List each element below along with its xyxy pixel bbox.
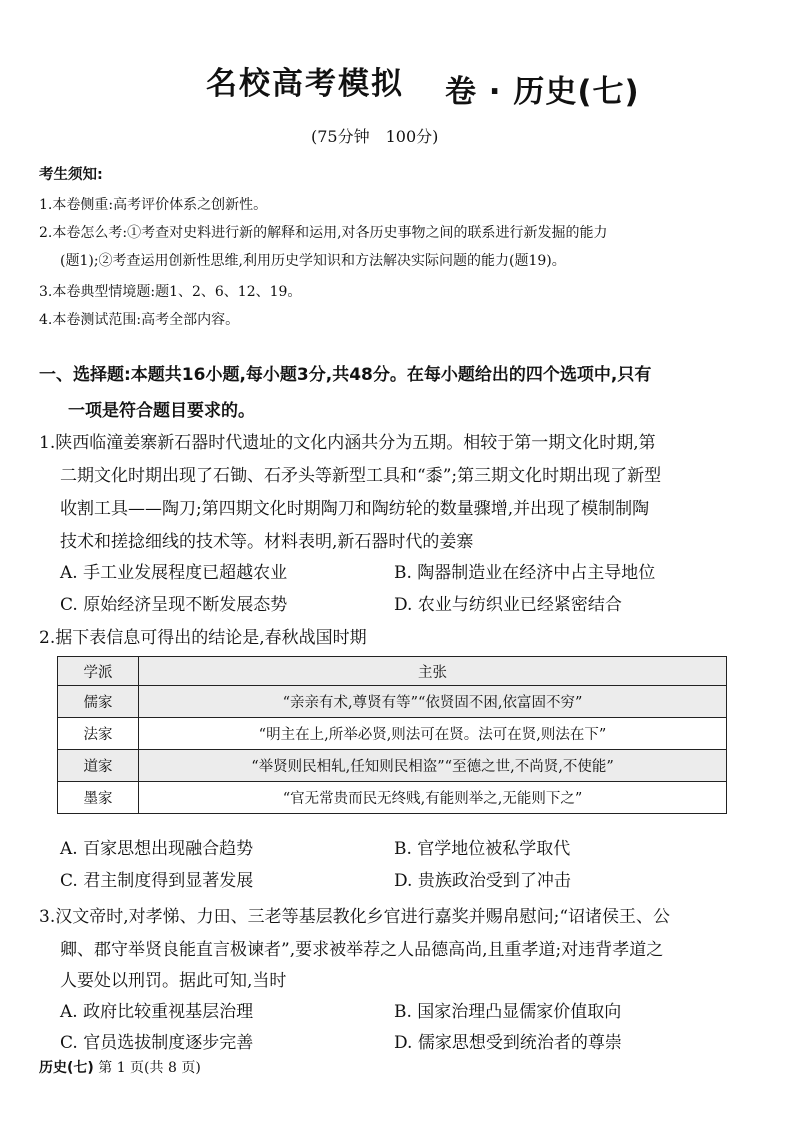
- table-cell-school: 道家: [58, 750, 139, 782]
- q1-line-1: 1.陕西临潼姜寨新石器时代遗址的文化内涵共分为五期。相较于第一期文化时期,第: [39, 433, 656, 453]
- note-line-3: (题1);②考查运用创新性思维,利用历史学知识和方法解决实际问题的能力(题19)。: [60, 253, 566, 269]
- q2-option-c[interactable]: C. 君主制度得到显著发展: [60, 871, 254, 891]
- section-heading-cont: 一项是符合题目要求的。: [68, 401, 255, 421]
- table-header-row: [58, 657, 727, 686]
- page-footer: [39, 1057, 201, 1077]
- q2-option-a[interactable]: A. 百家思想出现融合趋势: [60, 839, 254, 859]
- table-row: [58, 718, 727, 750]
- table-cell-claim: “明主在上,所举必贤,则法可在贤。法可在贤,则法在下”: [139, 718, 727, 750]
- table-header-school: 学派: [58, 657, 139, 686]
- schools-table: [57, 656, 727, 814]
- q1-option-c[interactable]: C. 原始经济呈现不断发展态势: [60, 595, 288, 615]
- table-cell-claim: “官无常贵而民无终贱,有能则举之,无能则下之”: [139, 782, 727, 814]
- section-heading: 一、选择题:本题共16小题,每小题3分,共48分。在每小题给出的四个选项中,只有: [39, 365, 652, 385]
- table-cell-claim: “举贤则民相轧,任知则民相盗”“至德之世,不尚贤,不使能”: [139, 750, 727, 782]
- footer-subject: 历史(七): [39, 1060, 94, 1076]
- table-cell-school: 墨家: [58, 782, 139, 814]
- exam-duration-score: (75分钟 100分): [311, 127, 439, 146]
- table-row: [58, 686, 727, 718]
- q3-option-b[interactable]: B. 国家治理凸显儒家价值取向: [394, 1002, 622, 1022]
- q3-line-2: 卿、郡守举贤良能直言极谏者”,要求被举荐之人品德高尚,且重孝道;对违背孝道之: [60, 940, 664, 960]
- note-line-5: 4.本卷测试范围:高考全部内容。: [39, 312, 240, 328]
- table-row: [58, 750, 727, 782]
- note-line-2: 2.本卷怎么考:①考查对史料进行新的解释和运用,对各历史事物之间的联系进行新发掘的能力: [39, 225, 608, 241]
- notes-heading: 考生须知:: [39, 167, 103, 183]
- q1-option-d[interactable]: D. 农业与纺织业已经紧密结合: [394, 595, 622, 615]
- q2-option-d[interactable]: D. 贵族政治受到了冲击: [394, 871, 571, 891]
- page-title-right: 卷 · 历史(七): [445, 74, 640, 110]
- q1-line-3: 收割工具——陶刀;第四期文化时期陶刀和陶纺轮的数量骤增,并出现了模制制陶: [60, 499, 650, 519]
- table-cell-claim: “亲亲有术,尊贤有等”“依贤固不困,依富固不穷”: [139, 686, 727, 718]
- q2-stem: 2.据下表信息可得出的结论是,春秋战国时期: [39, 628, 367, 648]
- table-header-claim: 主张: [139, 657, 727, 686]
- table-cell-school: 儒家: [58, 686, 139, 718]
- q3-line-3: 人要处以刑罚。据此可知,当时: [60, 971, 287, 991]
- q3-option-c[interactable]: C. 官员选拔制度逐步完善: [60, 1033, 254, 1053]
- footer-page-number: 第 1 页(共 8 页): [98, 1060, 201, 1076]
- table-cell-school: 法家: [58, 718, 139, 750]
- q1-line-2: 二期文化时期出现了石锄、石矛头等新型工具和“黍”;第三期文化时期出现了新型: [60, 466, 662, 486]
- q2-option-b[interactable]: B. 官学地位被私学取代: [394, 839, 571, 859]
- page-title-left: 名校高考模拟: [206, 66, 404, 102]
- q3-option-a[interactable]: A. 政府比较重视基层治理: [60, 1002, 254, 1022]
- q3-line-1: 3.汉文帝时,对孝悌、力田、三老等基层教化乡官进行嘉奖并赐帛慰问;“诏诸侯王、公: [39, 907, 671, 927]
- q1-line-4: 技术和搓捻细线的技术等。材料表明,新石器时代的姜寨: [60, 532, 474, 552]
- q1-option-a[interactable]: A. 手工业发展程度已超越农业: [60, 563, 288, 583]
- note-line-4: 3.本卷典型情境题:题1、2、6、12、19。: [39, 284, 302, 300]
- q1-option-b[interactable]: B. 陶器制造业在经济中占主导地位: [394, 563, 656, 583]
- q3-option-d[interactable]: D. 儒家思想受到统治者的尊崇: [394, 1033, 622, 1053]
- table-row: [58, 782, 727, 814]
- note-line-1: 1.本卷侧重:高考评价体系之创新性。: [39, 197, 268, 213]
